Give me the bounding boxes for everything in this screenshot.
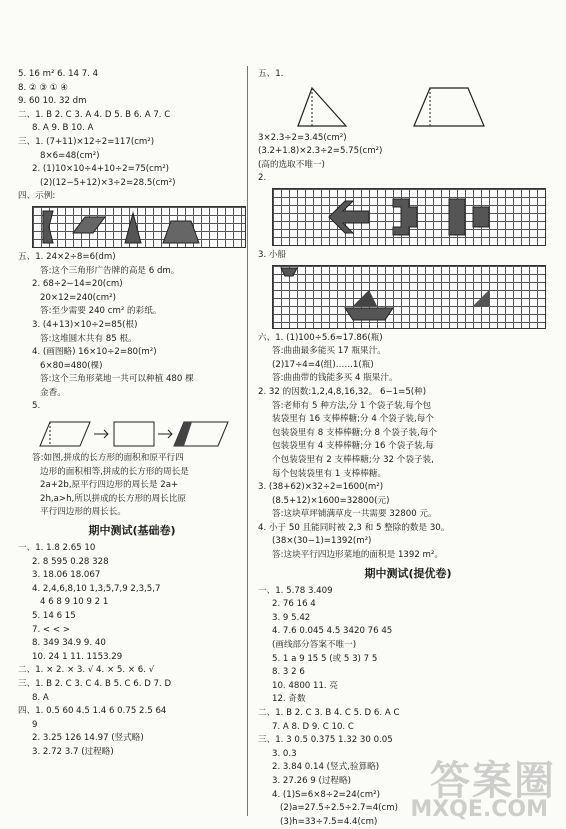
answer-line: 2.	[258, 173, 267, 184]
answer-line: 3. 0.3	[272, 748, 297, 759]
answer-line: 金香。	[40, 387, 66, 398]
answer-line: (38×(30−1)=1392(m²)	[272, 536, 372, 547]
answer-line: 2a+2b,原平行四边形的周长是 2a+	[40, 480, 179, 491]
answer-line: 4. 小于 50 且能同时被 2,3 和 5 整除的数是 30。	[258, 522, 450, 533]
answer-line: 三、1. B 2. C 3. C 4. B 5. C 6. D 7. D	[18, 678, 172, 689]
answer-line: 3×2.3÷2=3.45(cm²)	[258, 132, 347, 143]
answer-line: 2. 8 595 0.28 328	[32, 556, 109, 567]
answer-line: (3)h=33÷7.5=4.4(cm)	[280, 816, 378, 827]
answer-line: 3. 2.72 3.7 (过程略)	[32, 746, 114, 757]
answer-line: 3. (38+62)×32÷2=1600(m²)	[258, 482, 384, 493]
arrow-and-symmetric-shape-icon	[273, 189, 545, 245]
answer-line: 2h,a>h,所以拼成的长方形的周长比原	[40, 493, 187, 504]
section-title: 期中测试(基础卷)	[88, 524, 176, 538]
grid-figure-arrow	[272, 188, 546, 246]
answer-line: 五、1.	[258, 69, 284, 79]
answer-line: 2. 76 16 4	[272, 599, 316, 610]
right-column	[258, 68, 558, 829]
parallelogram-cut-figure	[32, 416, 246, 450]
answer-line: 4. (1)S=6×8÷2=24(cm²)	[272, 789, 380, 800]
answer-line: (画线部分答案不唯一)	[272, 640, 357, 651]
answer-line: 答:至少需要 240 cm² 的彩纸。	[40, 306, 162, 317]
answer-line: 答:这块平行四边形菜地的面积是 1392 m²。	[272, 550, 443, 561]
answer-line: 8. 349 34.9 9. 40	[32, 638, 106, 649]
answer-line: 4. (画图略) 16×10÷2=80(m²)	[32, 347, 157, 358]
answer-line: 10. 4800 11. 亮	[272, 680, 338, 691]
answer-line: (2)17÷4=4(组)……1(瓶)	[272, 359, 374, 370]
column-divider	[247, 66, 248, 816]
answer-line: 四、示例:	[18, 191, 56, 202]
answer-line: 答:这个三角形菜地一共可以种植 480 棵	[40, 374, 194, 385]
answer-line: (2)a=27.5÷2.5÷2.7=4(cm)	[280, 803, 398, 814]
answer-line: 7. A 8. D 9. C 10. C	[272, 721, 354, 732]
answer-line: 4 6 8 9 10 9 2 1	[40, 597, 109, 608]
answer-line: 5. 14 6 15	[32, 611, 76, 621]
answer-line: 五、1. 24×2÷8=6(dm)	[18, 251, 116, 262]
answer-line: (8.5+12)×1600=32800(元)	[272, 495, 390, 506]
grid-figure-examples	[32, 206, 246, 248]
answer-line: 二、1. × 2. × 3. √ 4. × 5. × 6. √	[18, 665, 155, 676]
answer-line: 9. 60 10. 32 dm	[18, 96, 87, 107]
answer-line: 边形的面积相等,拼成的长方形的周长是	[40, 466, 189, 477]
answer-line: 答:如图,拼成的长方形的面积和原平行四	[32, 453, 184, 464]
answer-line: 8. A 9. B 10. A	[32, 123, 94, 134]
answer-line: 二、1. B 2. C 3. A 4. D 5. B 6. A 7. C	[18, 109, 171, 120]
answer-line: 5. 16 m² 6. 14 7. 4	[18, 69, 99, 79]
answer-line: (2)(12−5+12)×3÷2=28.5(cm²)	[40, 177, 176, 188]
answer-line: 5.	[32, 401, 41, 412]
answer-line: 2. 68÷2−14=20(cm)	[32, 279, 123, 290]
answer-line: 个包装袋里有 2 支棒棒糖;分 32 个袋子装,	[272, 454, 434, 465]
answer-line: 二、1. B 2. C 3. B 4. C 5. D 6. A C	[258, 708, 400, 718]
section-title: 期中测试(提优卷)	[364, 566, 452, 580]
answer-line: 答:这个三角形广告牌的高是 6 dm。	[40, 265, 180, 276]
answer-line: 答:老师有 5 种方法,分 1 个袋子装,每个包	[272, 400, 432, 411]
answer-line: 20×12=240(cm²)	[40, 292, 116, 303]
answer-line: 9	[32, 719, 38, 730]
answer-line: 12. 奇数	[272, 694, 306, 705]
grid-figure-boat	[272, 265, 546, 329]
answer-line: 2. 3.25 126 14.97 (竖式略)	[32, 733, 144, 744]
answer-line: 8. 3 2 6	[272, 667, 305, 678]
answer-line: 包装袋里有 4 支棒棒糖;分 16 个袋子装,每	[272, 441, 434, 452]
answer-line: 3. 9 5.42	[272, 612, 311, 623]
parallelogram-figures	[33, 207, 247, 247]
triangle-trapezoid-figures	[282, 84, 558, 130]
watermark-logo: 答案圈	[430, 758, 556, 804]
answer-line: 每个包装袋里有 1 支棒棒糖。	[272, 468, 387, 479]
answer-line: 7. < < >	[32, 624, 70, 635]
answer-line: 三、1. 3 0.5 0.375 1.32 30 0.05	[258, 735, 393, 746]
answer-line: 包装袋里有 8 支棒棒糖;分 8 个袋子装,每个	[272, 427, 437, 438]
answer-line: 2. (1)10×10÷4+10÷2=75(cm²)	[32, 164, 170, 175]
answer-line: 六、1. (1)100÷5.6≈17.86(瓶)	[258, 332, 383, 343]
answer-line: 2. 32 的因数:1,2,4,8,16,32。 6−1=5(种)	[258, 386, 427, 397]
boat-icon	[273, 266, 545, 328]
answer-line: 8×6=48(cm²)	[40, 150, 100, 161]
answer-line: 3. 27.26 9 (过程略)	[272, 775, 351, 786]
answer-line: 8. A	[32, 692, 49, 703]
answer-line: 3. 18.06 18.067	[32, 570, 101, 581]
triangle-trapezoid-icon	[282, 84, 522, 130]
cut-and-rearrange-icon	[32, 416, 242, 450]
answer-line: 一、1. 1.8 2.65 10	[18, 543, 96, 554]
answer-line: 8. ② ③ ① ④	[18, 82, 68, 93]
answer-line: 3. (4+13)×10÷2=85(根)	[32, 319, 138, 330]
answer-line: 6×80=480(棵)	[40, 360, 103, 371]
left-column	[18, 68, 246, 760]
answer-line: 四、1. 0.5 60 4.5 1.4 6 0.75 2.5 64	[18, 706, 167, 717]
answer-line: (3.2+1.8)×2.3÷2=5.75(cm²)	[258, 146, 383, 157]
answer-line: 答:曲曲带的钱能多买 4 瓶果汁。	[272, 373, 398, 384]
answer-line: 3. 小船	[258, 249, 287, 260]
answer-line: 一、1. 5.78 3.409	[258, 585, 333, 596]
answer-line: 4. 7.6 0.045 4.5 3420 76 45	[272, 626, 393, 637]
answer-line: (高的选取不唯一)	[258, 159, 325, 170]
answer-line: 平行四边形的周长长。	[40, 507, 126, 518]
answer-line: 5. 1 a 9 15 5 (或 5 3) 7 5	[272, 653, 378, 664]
answer-line: 答:曲曲最多能买 17 瓶果汁。	[272, 346, 386, 357]
answer-line: 10. 24 1 11. 1153.29	[32, 651, 123, 662]
watermark-url: MXQE.COM	[410, 797, 548, 822]
answer-line: 装袋里有 16 支棒棒糖;分 4 个袋子装,每个	[272, 414, 434, 425]
answer-line: 答:这堆圆木共有 85 根。	[40, 333, 137, 344]
answer-line: 4. 2,4,6,8,10 1,3,5,7,9 2,3,5,7	[32, 583, 161, 594]
answer-line: 2. 3.84 0.14 (竖式,验算略)	[272, 762, 380, 773]
answer-line: 答:这块草坪铺满草皮一共需要 32800 元。	[272, 509, 437, 520]
answer-line: 三、1. (7+11)×12÷2=117(cm²)	[18, 136, 155, 147]
